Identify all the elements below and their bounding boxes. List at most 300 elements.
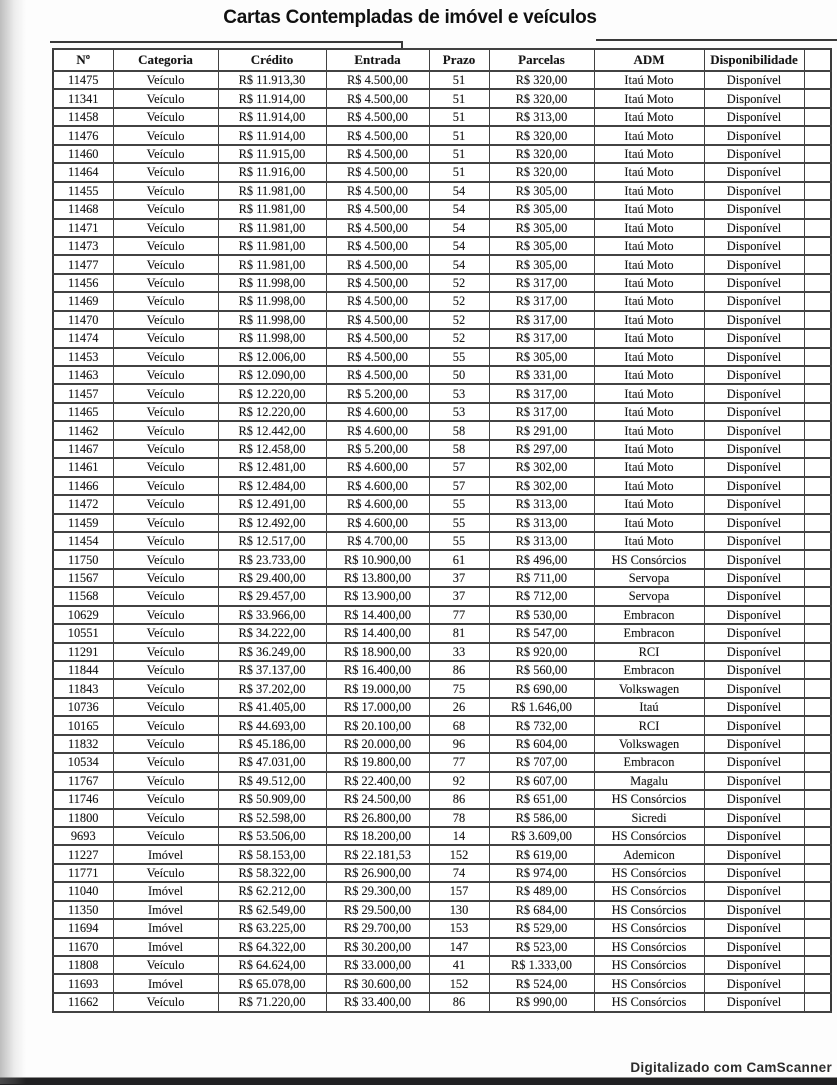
table-cell: R$ 12.220,00 xyxy=(218,384,326,402)
table-cell: R$ 24.500,00 xyxy=(326,790,429,808)
table-cell: Veículo xyxy=(113,679,218,697)
table-cell: R$ 4.500,00 xyxy=(326,163,429,181)
table-cell: 58 xyxy=(429,421,489,439)
table-cell: 11694 xyxy=(53,919,113,937)
table-cell: R$ 619,00 xyxy=(489,845,594,863)
table-cell xyxy=(804,772,831,790)
table-cell: Disponível xyxy=(704,182,804,200)
table-cell: R$ 58.153,00 xyxy=(218,845,326,863)
table-cell: 11350 xyxy=(53,901,113,919)
table-row xyxy=(53,587,831,605)
table-cell: R$ 11.916,00 xyxy=(218,163,326,181)
table-cell: 11459 xyxy=(53,514,113,532)
table-row xyxy=(53,477,831,495)
table-cell: Veículo xyxy=(113,89,218,107)
camscanner-watermark-text: Digitalizado com CamScanner xyxy=(630,1062,832,1075)
table-cell: R$ 10.900,00 xyxy=(326,550,429,568)
table-cell: 11693 xyxy=(53,974,113,992)
table-cell: R$ 11.914,00 xyxy=(218,126,326,144)
table-cell: Veículo xyxy=(113,366,218,384)
table-cell: Veículo xyxy=(113,237,218,255)
table-cell: Disponível xyxy=(704,495,804,513)
table-cell: R$ 44.693,00 xyxy=(218,716,326,734)
table-cell: 57 xyxy=(429,458,489,476)
table-row xyxy=(53,126,831,144)
table-cell: Disponível xyxy=(704,219,804,237)
column-header: Entrada xyxy=(326,49,429,71)
table-cell xyxy=(804,606,831,624)
table-cell: Embracon xyxy=(594,661,704,679)
table-cell: Itaú Moto xyxy=(594,145,704,163)
table-cell: 152 xyxy=(429,845,489,863)
table-cell xyxy=(804,993,831,1012)
table-cell: Disponível xyxy=(704,108,804,126)
table-cell: Disponível xyxy=(704,348,804,366)
table-cell: R$ 4.500,00 xyxy=(326,71,429,89)
table-cell: R$ 18.200,00 xyxy=(326,827,429,845)
table-row xyxy=(53,163,831,181)
table-cell: R$ 313,00 xyxy=(489,514,594,532)
table-cell: Sicredi xyxy=(594,809,704,827)
table-container xyxy=(52,48,832,1013)
table-row xyxy=(53,71,831,89)
table-cell: 52 xyxy=(429,329,489,347)
table-cell: R$ 320,00 xyxy=(489,163,594,181)
table-cell: Disponível xyxy=(704,974,804,992)
table-cell: R$ 30.200,00 xyxy=(326,938,429,956)
table-cell: R$ 317,00 xyxy=(489,274,594,292)
table-cell: Disponível xyxy=(704,772,804,790)
table-cell: Disponível xyxy=(704,993,804,1012)
table-cell: R$ 712,00 xyxy=(489,587,594,605)
table-cell: Disponível xyxy=(704,200,804,218)
table-cell: 51 xyxy=(429,145,489,163)
table-cell xyxy=(804,384,831,402)
table-cell: R$ 20.000,00 xyxy=(326,735,429,753)
table-cell: R$ 4.500,00 xyxy=(326,108,429,126)
table-cell: Disponível xyxy=(704,643,804,661)
table-row xyxy=(53,292,831,310)
table-cell: R$ 11.915,00 xyxy=(218,145,326,163)
table-cell: R$ 12.006,00 xyxy=(218,348,326,366)
table-cell: Disponível xyxy=(704,735,804,753)
table-cell: 11470 xyxy=(53,311,113,329)
table-cell: R$ 64.624,00 xyxy=(218,956,326,974)
table-cell: R$ 37.137,00 xyxy=(218,661,326,679)
table-cell: Itaú xyxy=(594,698,704,716)
table-cell: R$ 4.500,00 xyxy=(326,126,429,144)
table-cell: 11227 xyxy=(53,845,113,863)
table-cell: Itaú Moto xyxy=(594,532,704,550)
table-cell: R$ 4.500,00 xyxy=(326,348,429,366)
table-cell xyxy=(804,274,831,292)
table-cell: R$ 529,00 xyxy=(489,919,594,937)
table-row xyxy=(53,809,831,827)
table-cell: 11341 xyxy=(53,89,113,107)
table-cell: Veículo xyxy=(113,145,218,163)
table-cell: R$ 37.202,00 xyxy=(218,679,326,697)
table-cell: 52 xyxy=(429,274,489,292)
table-cell: Veículo xyxy=(113,384,218,402)
table-cell: Disponível xyxy=(704,698,804,716)
table-cell: R$ 30.600,00 xyxy=(326,974,429,992)
scan-shadow xyxy=(0,0,26,1084)
table-row xyxy=(53,901,831,919)
table-cell: Disponível xyxy=(704,458,804,476)
table-cell: Imóvel xyxy=(113,938,218,956)
table-cell: 92 xyxy=(429,772,489,790)
table-cell: R$ 4.500,00 xyxy=(326,274,429,292)
table-cell: HS Consórcios xyxy=(594,938,704,956)
table-cell: Disponível xyxy=(704,384,804,402)
table-cell: R$ 22.181,53 xyxy=(326,845,429,863)
table-row xyxy=(53,182,831,200)
table-cell: Disponível xyxy=(704,89,804,107)
table-cell: Veículo xyxy=(113,274,218,292)
table-row xyxy=(53,569,831,587)
table-row xyxy=(53,993,831,1012)
table-cell: R$ 11.998,00 xyxy=(218,292,326,310)
table-cell: R$ 305,00 xyxy=(489,255,594,273)
table-cell: R$ 49.512,00 xyxy=(218,772,326,790)
table-cell: R$ 4.600,00 xyxy=(326,458,429,476)
table-header-row xyxy=(53,49,831,71)
table-cell: 11040 xyxy=(53,882,113,900)
table-cell: 51 xyxy=(429,163,489,181)
table-cell: R$ 11.914,00 xyxy=(218,108,326,126)
table-cell: 11468 xyxy=(53,200,113,218)
table-cell: R$ 11.981,00 xyxy=(218,255,326,273)
table-cell: Veículo xyxy=(113,550,218,568)
table-cell: R$ 291,00 xyxy=(489,421,594,439)
table-row xyxy=(53,311,831,329)
table-cell: Imóvel xyxy=(113,901,218,919)
table-cell: Veículo xyxy=(113,993,218,1012)
table-cell: Veículo xyxy=(113,532,218,550)
camscanner-watermark xyxy=(630,1062,832,1077)
table-cell xyxy=(804,458,831,476)
table-cell: Veículo xyxy=(113,772,218,790)
table-cell: HS Consórcios xyxy=(594,864,704,882)
table-row xyxy=(53,274,831,292)
table-cell: Embracon xyxy=(594,624,704,642)
table-cell: R$ 20.100,00 xyxy=(326,716,429,734)
table-cell: 54 xyxy=(429,255,489,273)
table-row xyxy=(53,237,831,255)
table-cell: Servopa xyxy=(594,587,704,605)
table-cell: R$ 4.500,00 xyxy=(326,311,429,329)
table-cell: HS Consórcios xyxy=(594,790,704,808)
table-cell: R$ 4.500,00 xyxy=(326,219,429,237)
table-cell: R$ 11.981,00 xyxy=(218,182,326,200)
table-body xyxy=(53,71,831,1012)
table-cell: Disponível xyxy=(704,827,804,845)
table-cell: Disponível xyxy=(704,532,804,550)
table-cell: 11767 xyxy=(53,772,113,790)
table-cell: Itaú Moto xyxy=(594,348,704,366)
table-cell: Disponível xyxy=(704,311,804,329)
table-cell: 11477 xyxy=(53,255,113,273)
table-cell: Veículo xyxy=(113,753,218,771)
table-cell xyxy=(804,219,831,237)
table-cell: R$ 586,00 xyxy=(489,809,594,827)
table-cell: Itaú Moto xyxy=(594,311,704,329)
table-cell: R$ 11.913,30 xyxy=(218,71,326,89)
table-cell: 51 xyxy=(429,108,489,126)
table-cell: R$ 13.800,00 xyxy=(326,569,429,587)
column-header: Prazo xyxy=(429,49,489,71)
table-row xyxy=(53,716,831,734)
cartas-contempladas-table xyxy=(52,48,832,1013)
table-cell xyxy=(804,587,831,605)
table-cell: R$ 4.500,00 xyxy=(326,145,429,163)
table-cell: Itaú Moto xyxy=(594,403,704,421)
table-cell: Veículo xyxy=(113,569,218,587)
table-cell: 11461 xyxy=(53,458,113,476)
table-cell: Veículo xyxy=(113,200,218,218)
table-cell: Disponível xyxy=(704,403,804,421)
table-cell: Disponível xyxy=(704,126,804,144)
table-row xyxy=(53,348,831,366)
table-cell: R$ 12.484,00 xyxy=(218,477,326,495)
table-cell xyxy=(804,956,831,974)
table-cell: 11458 xyxy=(53,108,113,126)
table-cell: Veículo xyxy=(113,661,218,679)
table-cell: R$ 4.500,00 xyxy=(326,255,429,273)
table-cell: 153 xyxy=(429,919,489,937)
table-cell: Itaú Moto xyxy=(594,126,704,144)
table-cell: 11473 xyxy=(53,237,113,255)
table-cell: Disponível xyxy=(704,163,804,181)
table-cell: Itaú Moto xyxy=(594,384,704,402)
table-cell xyxy=(804,495,831,513)
table-cell: Disponível xyxy=(704,624,804,642)
table-row xyxy=(53,458,831,476)
table-cell: R$ 62.212,00 xyxy=(218,882,326,900)
table-cell: R$ 302,00 xyxy=(489,477,594,495)
table-row xyxy=(53,845,831,863)
table-cell: Disponível xyxy=(704,790,804,808)
table-cell: R$ 11.998,00 xyxy=(218,329,326,347)
table-cell: R$ 711,00 xyxy=(489,569,594,587)
table-cell: R$ 317,00 xyxy=(489,384,594,402)
table-cell: R$ 523,00 xyxy=(489,938,594,956)
table-cell: 86 xyxy=(429,661,489,679)
table-cell xyxy=(804,255,831,273)
table-row xyxy=(53,827,831,845)
table-cell: 11808 xyxy=(53,956,113,974)
table-cell: R$ 41.405,00 xyxy=(218,698,326,716)
table-cell: R$ 19.000,00 xyxy=(326,679,429,697)
table-cell: 51 xyxy=(429,126,489,144)
table-cell: Itaú Moto xyxy=(594,71,704,89)
table-cell: R$ 4.600,00 xyxy=(326,477,429,495)
column-header: Nº xyxy=(53,49,113,71)
table-row xyxy=(53,753,831,771)
table-cell: R$ 63.225,00 xyxy=(218,919,326,937)
table-cell xyxy=(804,440,831,458)
table-cell: R$ 11.998,00 xyxy=(218,274,326,292)
table-row xyxy=(53,772,831,790)
table-cell xyxy=(804,329,831,347)
table-cell: Veículo xyxy=(113,311,218,329)
table-cell: Veículo xyxy=(113,809,218,827)
table-cell: R$ 305,00 xyxy=(489,200,594,218)
table-cell: Veículo xyxy=(113,495,218,513)
table-row xyxy=(53,661,831,679)
table-row xyxy=(53,735,831,753)
table-cell: Itaú Moto xyxy=(594,274,704,292)
table-row xyxy=(53,219,831,237)
table-cell: R$ 47.031,00 xyxy=(218,753,326,771)
table-cell: R$ 53.506,00 xyxy=(218,827,326,845)
table-cell: 147 xyxy=(429,938,489,956)
table-cell: 11475 xyxy=(53,71,113,89)
table-cell: 11465 xyxy=(53,403,113,421)
table-cell: R$ 317,00 xyxy=(489,292,594,310)
table-cell xyxy=(804,809,831,827)
table-cell: Disponível xyxy=(704,292,804,310)
table-cell: Veículo xyxy=(113,458,218,476)
table-cell: 74 xyxy=(429,864,489,882)
table-cell: HS Consórcios xyxy=(594,956,704,974)
table-cell xyxy=(804,163,831,181)
table-row xyxy=(53,698,831,716)
table-cell: R$ 732,00 xyxy=(489,716,594,734)
table-cell: R$ 547,00 xyxy=(489,624,594,642)
table-cell: R$ 4.500,00 xyxy=(326,329,429,347)
table-cell: 96 xyxy=(429,735,489,753)
table-cell: 11455 xyxy=(53,182,113,200)
table-cell: Disponível xyxy=(704,661,804,679)
table-cell xyxy=(804,311,831,329)
table-cell: R$ 29.700,00 xyxy=(326,919,429,937)
table-cell: 68 xyxy=(429,716,489,734)
table-cell: R$ 29.500,00 xyxy=(326,901,429,919)
table-cell: R$ 12.492,00 xyxy=(218,514,326,532)
table-cell: R$ 4.500,00 xyxy=(326,366,429,384)
table-cell: Veículo xyxy=(113,698,218,716)
table-cell: Veículo xyxy=(113,606,218,624)
table-row xyxy=(53,384,831,402)
table-cell: 26 xyxy=(429,698,489,716)
table-cell: Disponível xyxy=(704,477,804,495)
table-cell: 11471 xyxy=(53,219,113,237)
table-cell: 10165 xyxy=(53,716,113,734)
table-cell: 81 xyxy=(429,624,489,642)
table-row xyxy=(53,882,831,900)
table-cell xyxy=(804,145,831,163)
table-cell: Disponível xyxy=(704,956,804,974)
table-cell: Disponível xyxy=(704,274,804,292)
table-cell: Veículo xyxy=(113,716,218,734)
table-cell: 11800 xyxy=(53,809,113,827)
table-cell: Veículo xyxy=(113,329,218,347)
table-cell: Itaú Moto xyxy=(594,163,704,181)
table-cell: R$ 5.200,00 xyxy=(326,440,429,458)
table-cell: R$ 12.491,00 xyxy=(218,495,326,513)
table-cell: Veículo xyxy=(113,643,218,661)
table-cell: Itaú Moto xyxy=(594,255,704,273)
table-cell: Veículo xyxy=(113,292,218,310)
table-cell xyxy=(804,292,831,310)
table-cell: Volkswagen xyxy=(594,679,704,697)
table-row xyxy=(53,550,831,568)
table-cell: HS Consórcios xyxy=(594,882,704,900)
table-cell: 37 xyxy=(429,587,489,605)
table-cell: R$ 4.600,00 xyxy=(326,421,429,439)
table-cell: R$ 5.200,00 xyxy=(326,384,429,402)
table-cell: 75 xyxy=(429,679,489,697)
table-cell: R$ 297,00 xyxy=(489,440,594,458)
table-cell xyxy=(804,569,831,587)
table-cell: R$ 974,00 xyxy=(489,864,594,882)
table-cell: RCI xyxy=(594,716,704,734)
column-header-empty xyxy=(804,49,831,71)
table-cell: Disponível xyxy=(704,679,804,697)
table-cell: R$ 4.700,00 xyxy=(326,532,429,550)
table-cell: 11464 xyxy=(53,163,113,181)
table-cell: Disponível xyxy=(704,753,804,771)
table-cell: R$ 990,00 xyxy=(489,993,594,1012)
table-cell: Ademicon xyxy=(594,845,704,863)
table-cell: R$ 12.517,00 xyxy=(218,532,326,550)
table-cell xyxy=(804,919,831,937)
table-cell: 11466 xyxy=(53,477,113,495)
table-cell: R$ 11.981,00 xyxy=(218,200,326,218)
table-cell: Imóvel xyxy=(113,845,218,863)
table-cell: R$ 305,00 xyxy=(489,219,594,237)
table-cell: 86 xyxy=(429,790,489,808)
table-row xyxy=(53,89,831,107)
table-cell: 11771 xyxy=(53,864,113,882)
table-cell: Disponível xyxy=(704,440,804,458)
table-cell xyxy=(804,845,831,863)
table-cell: R$ 12.220,00 xyxy=(218,403,326,421)
table-cell: 50 xyxy=(429,366,489,384)
table-cell: R$ 36.249,00 xyxy=(218,643,326,661)
table-cell: R$ 604,00 xyxy=(489,735,594,753)
table-cell: R$ 12.090,00 xyxy=(218,366,326,384)
table-cell: Veículo xyxy=(113,827,218,845)
table-row xyxy=(53,440,831,458)
table-cell: R$ 33.966,00 xyxy=(218,606,326,624)
table-cell: 41 xyxy=(429,956,489,974)
table-cell xyxy=(804,108,831,126)
table-cell: Disponível xyxy=(704,569,804,587)
table-cell: Disponível xyxy=(704,882,804,900)
table-cell: R$ 320,00 xyxy=(489,126,594,144)
table-cell: 86 xyxy=(429,993,489,1012)
table-cell: R$ 12.481,00 xyxy=(218,458,326,476)
table-cell: R$ 23.733,00 xyxy=(218,550,326,568)
table-cell: R$ 29.300,00 xyxy=(326,882,429,900)
table-cell: R$ 64.322,00 xyxy=(218,938,326,956)
table-cell: Disponível xyxy=(704,237,804,255)
table-cell: R$ 4.500,00 xyxy=(326,182,429,200)
table-cell: R$ 320,00 xyxy=(489,89,594,107)
table-cell: R$ 11.998,00 xyxy=(218,311,326,329)
table-cell xyxy=(804,237,831,255)
table-cell: R$ 4.600,00 xyxy=(326,403,429,421)
table-cell: 77 xyxy=(429,606,489,624)
table-cell: 55 xyxy=(429,495,489,513)
table-cell: R$ 305,00 xyxy=(489,348,594,366)
table-cell: 11750 xyxy=(53,550,113,568)
table-cell: 11291 xyxy=(53,643,113,661)
table-cell: R$ 65.078,00 xyxy=(218,974,326,992)
table-cell: 11467 xyxy=(53,440,113,458)
